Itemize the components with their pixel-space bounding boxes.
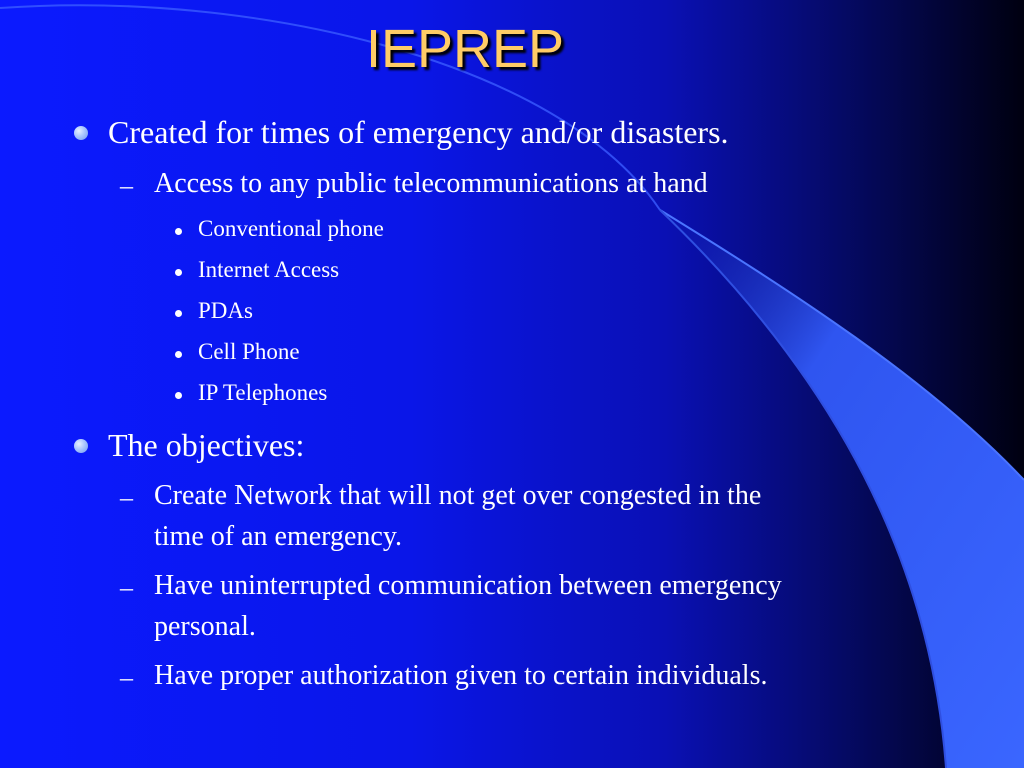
list-item: IP Telephones [198, 380, 328, 405]
bullet-icon [74, 439, 88, 453]
bullet-text: The objectives: [108, 427, 305, 463]
dash-icon: – [120, 171, 133, 200]
bullet-text: Created for times of emergency and/or disasters. [108, 114, 729, 150]
bullet-icon [74, 126, 88, 140]
slide-title: IEPREP [365, 19, 565, 79]
dash-icon: – [120, 483, 133, 512]
small-bullet-icon [175, 269, 182, 276]
small-bullet-icon [175, 228, 182, 235]
dash-icon: – [120, 663, 133, 692]
sub-bullet-text: Have uninterrupted communication between emergency [154, 570, 782, 601]
sub-bullet-text: Have proper authorization given to certain individuals. [154, 660, 768, 691]
list-item: Conventional phone [198, 216, 384, 241]
sub-bullet-text-continued: personal. [154, 611, 256, 642]
sub-bullet-text-continued: time of an emergency. [154, 521, 403, 552]
dash-icon: – [120, 573, 133, 602]
small-bullet-icon [175, 351, 182, 358]
small-bullet-icon [175, 310, 182, 317]
sub-bullet-text: Access to any public telecommunications at hand [154, 168, 708, 199]
list-item: PDAs [198, 298, 253, 323]
list-item: Internet Access [198, 257, 340, 282]
list-item: Cell Phone [198, 339, 300, 364]
small-bullet-icon [175, 392, 182, 399]
sub-bullet-text: Create Network that will not get over congested in the [154, 480, 762, 511]
